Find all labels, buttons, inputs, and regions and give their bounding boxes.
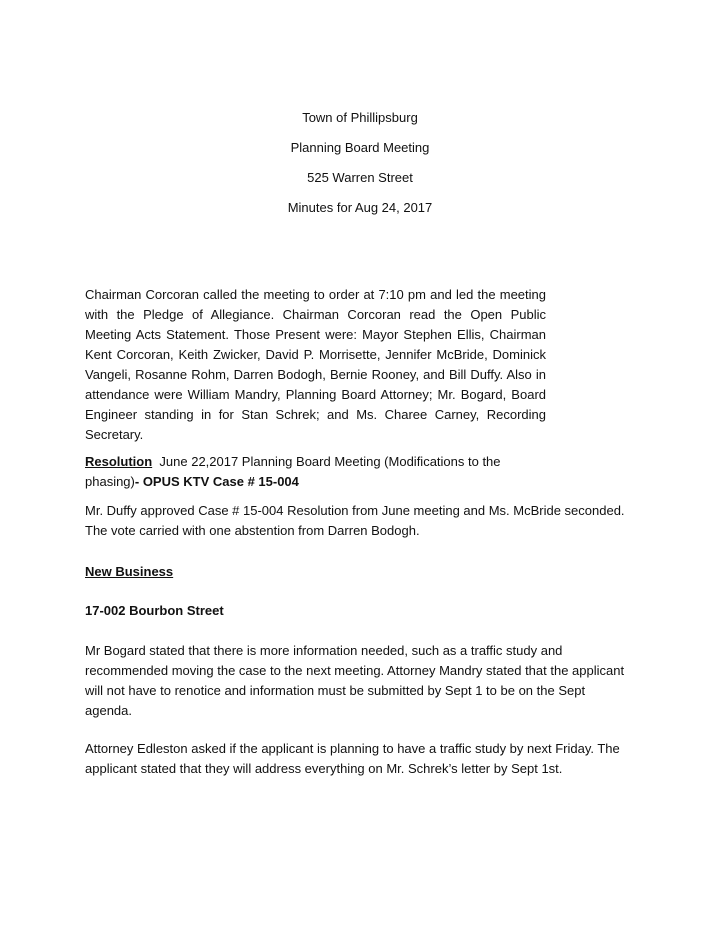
minutes-date: Minutes for Aug 24, 2017 <box>287 200 433 215</box>
case-paragraph-1: Mr Bogard stated that there is more information needed, such as a traffic study and recommended moving the case to the next meeting. Attorney Mandry stated that the applicant will not have to renotice and information must be submitted by Sept 1 to be on the Sept agenda. <box>85 643 625 718</box>
resolution-line-1 <box>85 452 645 472</box>
intro-paragraph: Chairman Corcoran called the meeting to order at 7:10 pm and led the meeting with the Pledge of Allegiance. Chairman Corcoran read the Open Public Meeting Acts Statement. Those Present were: Mayor Stephen Ellis, Chairman Kent Corcoran, Keith Zwicker, David P. Morrisette, Jennifer McBride, Dominick Vangeli, Rosanne Rohm, Darren Bodogh, Bernie Rooney, and Bill Duffy. Also in attendance were William Mandry, Planning Board Attorney; Mr. Bogard, Board Engineer standing in for Stan Schrek; and Ms. Charee Carney, Recording Secretary. <box>85 287 546 442</box>
resolution-case: - OPUS KTV Case # 15-004 <box>134 474 299 489</box>
town-title: Town of Phillipsburg <box>302 110 418 125</box>
resolution-text-1: June 22,2017 Planning Board Meeting (Modifications to the <box>159 454 501 469</box>
resolution-section <box>85 452 645 492</box>
resolution-text-2: phasing) <box>85 474 135 489</box>
case-title: 17-002 Bourbon Street <box>85 603 224 618</box>
resolution-vote: Mr. Duffy approved Case # 15-004 Resolution from June meeting and Ms. McBride seconded. The vote carried with one abstention from Darren Bodogh. <box>85 503 625 538</box>
resolution-label: Resolution <box>85 454 153 469</box>
case-paragraph-2: Attorney Edleston asked if the applicant is planning to have a traffic study by next Friday. The applicant stated that they will address everything on Mr. Schrek’s letter by Sept 1st. <box>85 741 620 776</box>
resolution-line-2 <box>85 472 645 492</box>
meeting-address: 525 Warren Street <box>307 170 413 185</box>
meeting-title: Planning Board Meeting <box>290 140 430 155</box>
new-business-heading: New Business <box>85 564 174 579</box>
